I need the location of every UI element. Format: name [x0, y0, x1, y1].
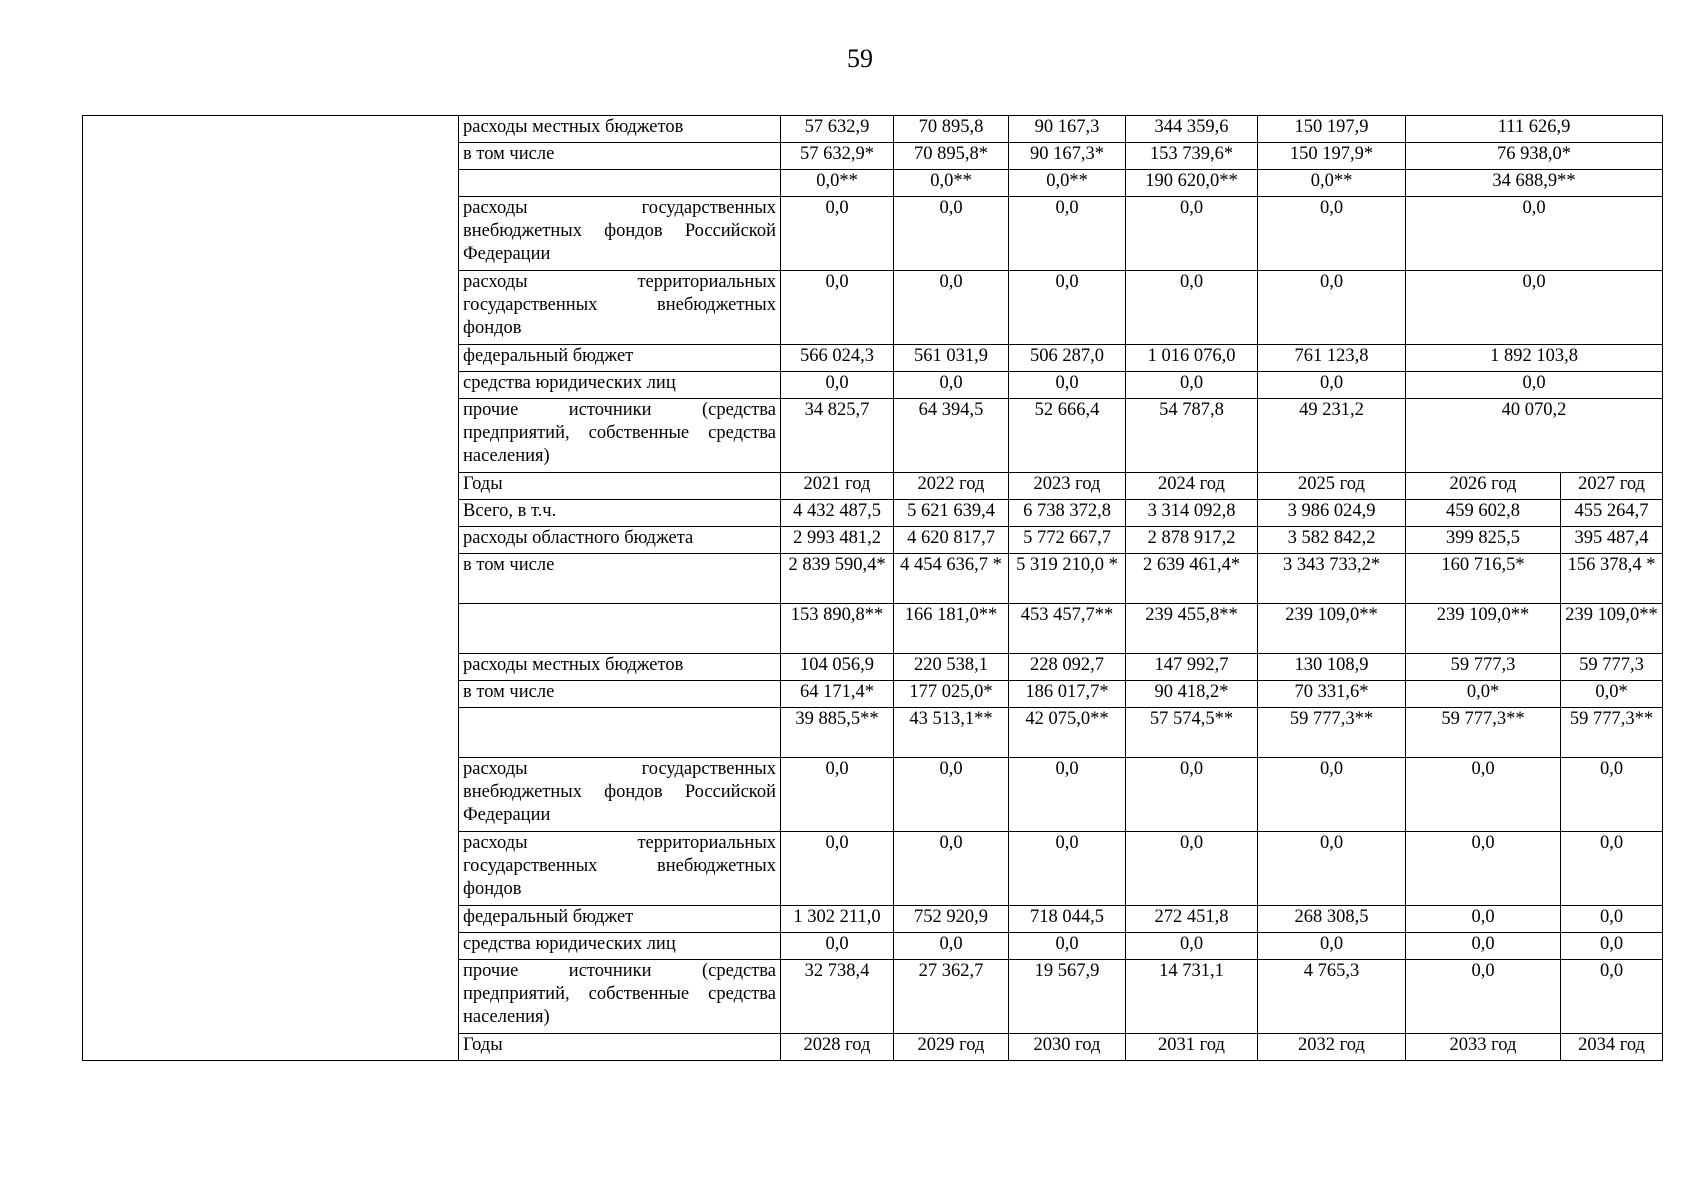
table-cell: 0,0	[781, 832, 894, 906]
row-label: в том числе	[459, 681, 781, 708]
table-cell: 59 777,3**	[1258, 708, 1406, 758]
table-cell: 0,0	[1126, 197, 1258, 271]
table-cell: 220 538,1	[894, 654, 1009, 681]
table-cell: 0,0*	[1406, 681, 1561, 708]
table-cell: 147 992,7	[1126, 654, 1258, 681]
table-cell: 0,0	[1406, 758, 1561, 832]
table-cell: 0,0	[1258, 271, 1406, 345]
table-cell: 566 024,3	[781, 345, 894, 372]
table-cell: 90 167,3*	[1009, 143, 1126, 170]
table-cell: 0,0**	[1258, 170, 1406, 197]
table-cell: 32 738,4	[781, 960, 894, 1034]
table-cell: 43 513,1**	[894, 708, 1009, 758]
table-cell: 4 765,3	[1258, 960, 1406, 1034]
table-cell: 718 044,5	[1009, 906, 1126, 933]
table-row	[83, 116, 1663, 143]
row-label: средства юридических лиц	[459, 372, 781, 399]
table-cell: 64 394,5	[894, 399, 1009, 473]
table-cell: 0,0	[1258, 832, 1406, 906]
table-cell: 177 025,0*	[894, 681, 1009, 708]
table-cell: 153 739,6*	[1126, 143, 1258, 170]
year-header: 2025 год	[1258, 473, 1406, 500]
table-cell: 239 455,8**	[1126, 604, 1258, 654]
table-cell: 0,0	[1126, 933, 1258, 960]
row-label: средства юридических лиц	[459, 933, 781, 960]
table-cell: 4 454 636,7 *	[894, 554, 1009, 604]
table-cell-merged: 0,0	[1406, 197, 1663, 271]
table-cell: 0,0	[1561, 832, 1663, 906]
table-cell: 0,0	[1126, 372, 1258, 399]
table-cell: 239 109,0**	[1258, 604, 1406, 654]
table-cell: 239 109,0**	[1561, 604, 1663, 654]
table-cell: 150 197,9	[1258, 116, 1406, 143]
table-cell: 228 092,7	[1009, 654, 1126, 681]
table-cell: 0,0	[1561, 758, 1663, 832]
table-cell: 506 287,0	[1009, 345, 1126, 372]
table-cell: 0,0	[1258, 933, 1406, 960]
table-cell: 5 319 210,0 *	[1009, 554, 1126, 604]
row-label: в том числе	[459, 143, 781, 170]
table-cell: 64 171,4*	[781, 681, 894, 708]
table-cell: 49 231,2	[1258, 399, 1406, 473]
table-cell: 3 582 842,2	[1258, 527, 1406, 554]
table-cell: 190 620,0**	[1126, 170, 1258, 197]
table-cell: 0,0	[1258, 758, 1406, 832]
table-cell: 0,0**	[894, 170, 1009, 197]
table-cell: 0,0	[894, 372, 1009, 399]
table-cell: 54 787,8	[1126, 399, 1258, 473]
table-cell: 166 181,0**	[894, 604, 1009, 654]
table-cell: 2 639 461,4*	[1126, 554, 1258, 604]
table-cell: 59 777,3	[1561, 654, 1663, 681]
table-cell: 0,0	[781, 271, 894, 345]
years-header-label: Годы	[459, 473, 781, 500]
year-header: 2027 год	[1561, 473, 1663, 500]
table-cell: 19 567,9	[1009, 960, 1126, 1034]
table-cell: 0,0	[1561, 960, 1663, 1034]
table-cell: 0,0	[1009, 832, 1126, 906]
table-cell: 0,0*	[1561, 681, 1663, 708]
row-label: Всего, в т.ч.	[459, 500, 781, 527]
table-cell: 399 825,5	[1406, 527, 1561, 554]
year-header: 2034 год	[1561, 1034, 1663, 1061]
table-cell: 42 075,0**	[1009, 708, 1126, 758]
year-header: 2033 год	[1406, 1034, 1561, 1061]
table-cell: 761 123,8	[1258, 345, 1406, 372]
table-cell: 104 056,9	[781, 654, 894, 681]
table-cell: 0,0	[1009, 372, 1126, 399]
row-label: расходы территориальных государственных внебюджетных фондов	[459, 271, 781, 345]
table-cell: 57 632,9	[781, 116, 894, 143]
table-cell: 4 620 817,7	[894, 527, 1009, 554]
table-cell: 1 016 076,0	[1126, 345, 1258, 372]
row-label	[459, 170, 781, 197]
table-cell: 90 167,3	[1009, 116, 1126, 143]
years-header-label: Годы	[459, 1034, 781, 1061]
table-cell: 156 378,4 *	[1561, 554, 1663, 604]
table-cell-merged: 0,0	[1406, 372, 1663, 399]
table-cell: 2 878 917,2	[1126, 527, 1258, 554]
row-label	[459, 708, 781, 758]
table-cell: 52 666,4	[1009, 399, 1126, 473]
table-cell: 0,0	[1406, 933, 1561, 960]
table-cell: 0,0	[894, 832, 1009, 906]
table-cell: 459 602,8	[1406, 500, 1561, 527]
table-cell: 0,0	[1126, 758, 1258, 832]
year-header: 2028 год	[781, 1034, 894, 1061]
table-cell-merged: 34 688,9**	[1406, 170, 1663, 197]
table-cell-merged: 76 938,0*	[1406, 143, 1663, 170]
year-header: 2022 год	[894, 473, 1009, 500]
row-label: прочие источники (средства предприятий, собственные средства населения)	[459, 960, 781, 1034]
table-cell: 186 017,7*	[1009, 681, 1126, 708]
table-cell: 0,0	[1009, 271, 1126, 345]
table-cell: 57 632,9*	[781, 143, 894, 170]
table-cell-merged: 111 626,9	[1406, 116, 1663, 143]
table-cell: 0,0	[1009, 933, 1126, 960]
table-cell: 130 108,9	[1258, 654, 1406, 681]
row-label: в том числе	[459, 554, 781, 604]
table-cell: 272 451,8	[1126, 906, 1258, 933]
table-cell: 4 432 487,5	[781, 500, 894, 527]
table-cell: 57 574,5**	[1126, 708, 1258, 758]
table-cell: 59 777,3	[1406, 654, 1561, 681]
year-header: 2023 год	[1009, 473, 1126, 500]
table-cell: 3 986 024,9	[1258, 500, 1406, 527]
table-cell: 2 839 590,4*	[781, 554, 894, 604]
table-cell: 160 716,5*	[1406, 554, 1561, 604]
row-label: расходы государственных внебюджетных фондов Российской Федерации	[459, 197, 781, 271]
row-label: федеральный бюджет	[459, 345, 781, 372]
table-cell: 0,0	[894, 933, 1009, 960]
table-cell: 0,0	[1258, 372, 1406, 399]
row-label: расходы государственных внебюджетных фондов Российской Федерации	[459, 758, 781, 832]
table-cell: 5 621 639,4	[894, 500, 1009, 527]
table-cell: 70 895,8*	[894, 143, 1009, 170]
table-cell-merged: 1 892 103,8	[1406, 345, 1663, 372]
row-label	[459, 604, 781, 654]
table-cell: 34 825,7	[781, 399, 894, 473]
budget-table	[82, 115, 1663, 1061]
table-cell: 0,0	[781, 197, 894, 271]
row-label: расходы местных бюджетов	[459, 654, 781, 681]
table-cell: 6 738 372,8	[1009, 500, 1126, 527]
year-header: 2031 год	[1126, 1034, 1258, 1061]
table-cell: 59 777,3**	[1561, 708, 1663, 758]
table-cell: 153 890,8**	[781, 604, 894, 654]
table-cell: 0,0	[1561, 906, 1663, 933]
page-number: 59	[847, 44, 873, 73]
table-cell: 268 308,5	[1258, 906, 1406, 933]
table-cell: 39 885,5**	[781, 708, 894, 758]
table-cell: 0,0	[1561, 933, 1663, 960]
table-cell: 344 359,6	[1126, 116, 1258, 143]
table-cell: 70 895,8	[894, 116, 1009, 143]
table-cell: 150 197,9*	[1258, 143, 1406, 170]
table-cell: 0,0**	[1009, 170, 1126, 197]
row-label: расходы местных бюджетов	[459, 116, 781, 143]
table-cell: 90 418,2*	[1126, 681, 1258, 708]
table-cell: 3 314 092,8	[1126, 500, 1258, 527]
year-header: 2026 год	[1406, 473, 1561, 500]
table-cell: 752 920,9	[894, 906, 1009, 933]
table-cell: 1 302 211,0	[781, 906, 894, 933]
table-cell: 453 457,7**	[1009, 604, 1126, 654]
table-cell: 0,0	[1009, 758, 1126, 832]
table-cell: 395 487,4	[1561, 527, 1663, 554]
table-cell: 14 731,1	[1126, 960, 1258, 1034]
table-cell: 0,0	[1126, 271, 1258, 345]
table-cell: 0,0	[894, 197, 1009, 271]
year-header: 2032 год	[1258, 1034, 1406, 1061]
table-cell: 2 993 481,2	[781, 527, 894, 554]
row-label: федеральный бюджет	[459, 906, 781, 933]
table-cell: 27 362,7	[894, 960, 1009, 1034]
row-label: расходы территориальных государственных внебюджетных фондов	[459, 832, 781, 906]
table-cell: 0,0	[1406, 906, 1561, 933]
table-cell: 0,0	[894, 758, 1009, 832]
table-cell: 0,0	[1406, 960, 1561, 1034]
table-cell: 3 343 733,2*	[1258, 554, 1406, 604]
year-header: 2029 год	[894, 1034, 1009, 1061]
table-cell: 0,0	[781, 372, 894, 399]
row-label: прочие источники (средства предприятий, собственные средства населения)	[459, 399, 781, 473]
table-cell-merged: 0,0	[1406, 271, 1663, 345]
row-label: расходы областного бюджета	[459, 527, 781, 554]
table-cell: 561 031,9	[894, 345, 1009, 372]
table-cell-merged: 40 070,2	[1406, 399, 1663, 473]
year-header: 2021 год	[781, 473, 894, 500]
year-header: 2024 год	[1126, 473, 1258, 500]
table-cell: 0,0	[1009, 197, 1126, 271]
table-cell: 0,0	[781, 758, 894, 832]
table-cell: 455 264,7	[1561, 500, 1663, 527]
table-cell: 0,0	[894, 271, 1009, 345]
table-cell: 0,0	[1258, 197, 1406, 271]
year-header: 2030 год	[1009, 1034, 1126, 1061]
table-cell: 0,0	[1406, 832, 1561, 906]
table-cell: 239 109,0**	[1406, 604, 1561, 654]
table-cell: 59 777,3**	[1406, 708, 1561, 758]
table-cell: 70 331,6*	[1258, 681, 1406, 708]
table-cell: 0,0**	[781, 170, 894, 197]
table-cell: 5 772 667,7	[1009, 527, 1126, 554]
table-cell: 0,0	[1126, 832, 1258, 906]
table-cell: 0,0	[781, 933, 894, 960]
left-empty-column	[83, 116, 459, 1061]
